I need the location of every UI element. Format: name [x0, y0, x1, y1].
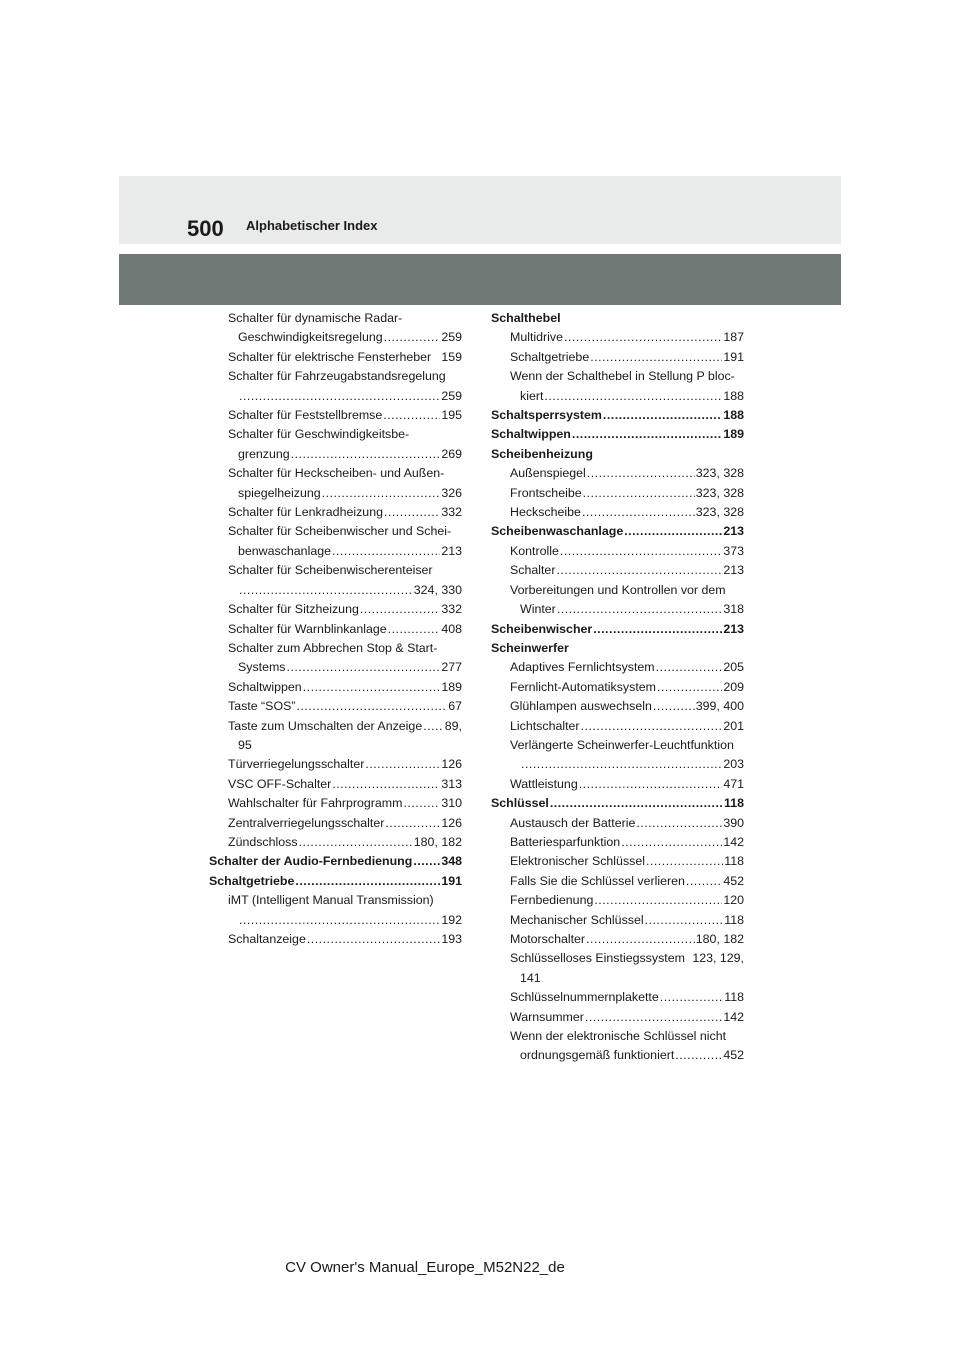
leader-dots	[656, 658, 723, 677]
index-entry-label: Taste zum Umschalten der Anzeige	[228, 718, 423, 733]
index-entry-row	[510, 717, 744, 736]
page-reference: 192	[441, 912, 462, 927]
index-entry-row	[510, 1046, 744, 1065]
leader-dots	[307, 930, 440, 949]
index-entry-row	[228, 484, 462, 503]
index-entry	[491, 639, 744, 658]
page-reference: 318	[723, 602, 744, 617]
index-entry	[491, 911, 744, 930]
index-entry	[209, 503, 462, 522]
page-reference: 310	[441, 796, 462, 811]
index-entry-row	[491, 522, 744, 541]
leader-dots	[550, 794, 723, 813]
page-reference: 180, 182	[695, 932, 744, 946]
leader-dots	[686, 872, 722, 891]
index-entry-label: Glühlampen auswechseln	[510, 699, 652, 714]
index-entry	[209, 464, 462, 503]
index-entry	[209, 814, 462, 833]
index-entry-row	[228, 406, 462, 425]
index-entry-label: Motorschalter	[510, 932, 586, 946]
index-entry	[491, 872, 744, 891]
page-reference: 471	[723, 776, 744, 791]
leader-dots	[560, 542, 722, 561]
index-entry-row	[491, 620, 744, 639]
index-entry-label: grenzung	[238, 446, 290, 461]
page-reference: 188	[723, 388, 744, 403]
index-heading: Scheinwerfer	[491, 640, 569, 655]
leader-dots	[388, 620, 441, 639]
index-entry-row	[510, 775, 744, 794]
index-entry	[491, 814, 744, 833]
page-reference: 213	[723, 524, 744, 539]
index-column-left	[209, 309, 462, 949]
index-entry-label: Schalter für elektrische Fensterheber	[228, 349, 432, 364]
index-entry	[209, 755, 462, 774]
index-entry	[491, 542, 744, 561]
leader-dots	[295, 872, 440, 891]
index-entry	[209, 367, 462, 406]
leader-dots	[603, 406, 722, 425]
index-entry-label: Schaltgetriebe	[209, 873, 295, 888]
page-reference: 189	[441, 679, 462, 694]
index-entry-label: Schalter für Lenkradheizung	[228, 505, 383, 520]
leader-dots	[544, 387, 722, 406]
index-entry-row	[510, 988, 744, 1007]
leader-dots	[556, 561, 722, 580]
index-entry	[209, 678, 462, 697]
page-reference: 277	[441, 660, 462, 675]
index-entry-row	[510, 464, 744, 483]
leader-dots	[291, 445, 441, 464]
leader-dots	[384, 503, 440, 522]
page-reference: 120	[723, 893, 744, 908]
index-entry-text: Schalter für Heckscheiben- und Außen-	[228, 466, 445, 481]
index-entry	[491, 1008, 744, 1027]
index-entry-row	[209, 872, 462, 891]
leader-dots	[590, 348, 722, 367]
index-entry-row	[228, 348, 462, 367]
index-entry-row	[510, 852, 744, 871]
index-entry-row	[228, 794, 462, 813]
page-reference: 390	[723, 815, 744, 830]
index-entry-row	[228, 678, 462, 697]
index-entry	[491, 930, 744, 949]
index-entry	[209, 775, 462, 794]
index-entry-label: Schlüsselloses Einstiegssystem	[510, 951, 685, 966]
index-entry-row	[510, 949, 744, 968]
page-reference: 313	[441, 776, 462, 791]
leader-dots	[299, 833, 413, 852]
leader-dots	[365, 755, 440, 774]
index-entry-row	[510, 387, 744, 406]
page-reference: 326	[441, 485, 462, 500]
page-reference: 67	[448, 699, 462, 714]
index-heading: Schalthebel	[491, 311, 561, 325]
index-entry	[491, 949, 744, 988]
leader-dots	[384, 328, 441, 347]
index-entry-text: Schalter für Scheibenwischer und Schei-	[228, 524, 452, 539]
index-entry	[491, 581, 744, 620]
index-entry	[491, 775, 744, 794]
page-reference: 323, 328	[695, 505, 744, 520]
index-entry-label: Schaltwippen	[228, 679, 302, 694]
index-entry-row	[228, 328, 462, 347]
page-reference: 89,	[444, 718, 462, 733]
index-entry	[491, 620, 744, 639]
index-entry	[491, 484, 744, 503]
index-entry	[209, 561, 462, 600]
leader-dots	[521, 755, 722, 774]
index-entry-text: Schalter für Geschwindigkeitsbe-	[228, 427, 410, 442]
index-entry	[491, 348, 744, 367]
index-entry	[491, 367, 744, 406]
index-entry	[209, 852, 462, 871]
footer	[0, 1259, 960, 1276]
index-entry-row	[510, 348, 744, 367]
index-entry-label: Fernlicht-Automatiksystem	[510, 679, 656, 694]
index-entry-text: Schalter für dynamische Radar-	[228, 311, 403, 325]
leader-dots	[332, 542, 440, 561]
index-entry-row	[228, 620, 462, 639]
index-entry-label: Schalter der Audio-Fernbedienung	[209, 854, 413, 869]
index-entry-label: Schaltsperrsystem	[491, 408, 602, 423]
index-entry-label: Geschwindigkeitsregelung	[238, 330, 383, 345]
index-entry	[209, 794, 462, 813]
index-entry-label: Heckscheibe	[510, 505, 581, 520]
index-entry-label: Zentralverriegelungsschalter	[228, 815, 385, 830]
page-reference: 452	[723, 1048, 744, 1063]
index-entry-row	[491, 406, 744, 425]
index-entry	[209, 872, 462, 891]
index-entry-label: Elektronischer Schlüssel	[510, 854, 645, 869]
index-entry-row	[510, 561, 744, 580]
index-entry-row	[510, 755, 744, 774]
page-reference: 399, 400	[695, 699, 744, 714]
index-entry	[209, 930, 462, 949]
page-reference: 269	[441, 446, 462, 461]
index-entry-row	[510, 891, 744, 910]
page-reference: 259	[441, 388, 462, 403]
page-reference: 323, 328	[695, 485, 744, 500]
leader-dots	[594, 891, 722, 910]
leader-dots	[557, 600, 723, 619]
index-column-right	[491, 309, 744, 1066]
index-entry-text: Schalter zum Abbrechen Stop & Start-	[228, 640, 438, 655]
leader-dots	[383, 406, 440, 425]
section-title: Alphabetischer Index	[246, 218, 378, 233]
leader-dots	[586, 930, 695, 949]
index-entry-row	[228, 755, 462, 774]
index-entry-label: Schalter	[510, 563, 556, 578]
page-reference: 118	[724, 796, 744, 811]
index-entry-text: Schalter für Scheibenwischerenteiser	[228, 563, 433, 578]
index-entry-row	[510, 658, 744, 677]
leader-dots	[303, 678, 441, 697]
leader-dots	[593, 620, 722, 639]
index-entry-label: Schaltanzeige	[228, 932, 306, 946]
index-entry-label: Scheibenwischer	[491, 621, 593, 636]
index-entry-text: Wenn der Schalthebel in Stellung P bloc-	[510, 369, 735, 384]
index-entry-row	[228, 833, 462, 852]
leader-dots	[621, 833, 722, 852]
index-entry-text: Schalter für Fahrzeugabstandsregelung	[228, 369, 446, 384]
index-entry-row	[510, 697, 744, 716]
leader-dots	[582, 503, 695, 522]
page-reference: 332	[441, 602, 462, 617]
page-reference: 323, 328	[695, 466, 744, 481]
page-reference: 213	[723, 563, 744, 578]
index-entry	[491, 794, 744, 813]
page-reference: 373	[723, 543, 744, 558]
page-reference: 195	[441, 408, 462, 423]
index-entry-row	[510, 911, 744, 930]
index-entry-label: Kontrolle	[510, 543, 559, 558]
page-reference: 126	[441, 815, 462, 830]
leader-dots	[645, 911, 724, 930]
page-number: 500	[187, 216, 224, 241]
index-entry-label: Schalter für Sitzheizung	[228, 602, 359, 617]
index-entry-row	[228, 600, 462, 619]
index-entry-label: Austausch der Batterie	[510, 815, 636, 830]
page-reference: 259	[441, 330, 462, 345]
index-entry-row	[510, 872, 744, 891]
leader-dots	[403, 794, 440, 813]
page-reference: 142	[723, 1009, 744, 1024]
index-entry	[491, 309, 744, 328]
footer-text: CV Owner's Manual_Europe_M52N22_de	[285, 1259, 565, 1276]
index-entry-row	[510, 1008, 744, 1027]
index-entry	[491, 891, 744, 910]
page-reference: 123, 129,	[692, 951, 744, 966]
page-reference: 408	[441, 621, 462, 636]
index-entry	[491, 988, 744, 1007]
index-entry	[209, 309, 462, 348]
leader-dots	[657, 678, 722, 697]
page-reference: 188	[723, 408, 744, 423]
page-reference: 203	[723, 757, 744, 772]
page-reference: 332	[441, 505, 462, 520]
index-entry-label: Schalter für Warnblinkanlage	[228, 621, 387, 636]
index-entry-row	[510, 814, 744, 833]
index-entry-label: Scheibenwaschanlage	[491, 524, 624, 539]
leader-dots	[581, 717, 723, 736]
page-reference-continued: 141	[520, 970, 541, 985]
index-entry-row	[228, 930, 462, 949]
leader-dots	[287, 658, 441, 677]
index-entry-label: Warnsummer	[510, 1009, 584, 1024]
page-reference: 142	[723, 834, 744, 849]
page-reference: 187	[723, 330, 744, 345]
index-entry	[491, 522, 744, 541]
leader-dots	[239, 911, 440, 930]
index-entry	[491, 697, 744, 716]
leader-dots	[587, 464, 695, 483]
index-entry-label: Adaptives Fernlichtsystem	[510, 660, 655, 675]
leader-dots	[572, 425, 722, 444]
index-entry	[491, 445, 744, 464]
page-reference: 159	[441, 349, 462, 364]
index-entry	[491, 852, 744, 871]
page-reference: 180, 182	[413, 834, 462, 849]
header-band	[119, 176, 841, 244]
index-entry-row	[510, 600, 744, 619]
index-entry-label: Frontscheibe	[510, 485, 582, 500]
index-entry-label: kiert	[520, 388, 544, 403]
leader-dots	[653, 697, 695, 716]
index-entry-row	[228, 387, 462, 406]
index-entry-row	[228, 911, 462, 930]
index-entry-label: Falls Sie die Schlüssel verlieren	[510, 873, 685, 888]
index-entry-row	[510, 542, 744, 561]
index-entry	[491, 717, 744, 736]
leader-dots	[360, 600, 440, 619]
index-entry-row	[228, 717, 462, 736]
index-entry	[491, 1027, 744, 1066]
leader-dots	[564, 328, 722, 347]
page-reference: 213	[441, 543, 462, 558]
page-reference: 118	[724, 912, 744, 927]
index-entry	[491, 425, 744, 444]
index-entry	[209, 717, 462, 756]
index-entry	[491, 464, 744, 483]
index-heading: Scheibenheizung	[491, 446, 593, 461]
page-reference: 191	[723, 349, 744, 364]
page-reference: 213	[723, 621, 744, 636]
index-entry-label: Außenspiegel	[510, 466, 586, 481]
index-entry-label: Lichtschalter	[510, 718, 580, 733]
page-reference: 191	[441, 873, 462, 888]
index-entry-row	[510, 930, 744, 949]
index-entry-text: iMT (Intelligent Manual Transmission)	[228, 893, 434, 908]
index-entry	[209, 348, 462, 367]
leader-dots	[385, 814, 440, 833]
index-entry-row	[491, 794, 744, 813]
leader-dots	[332, 775, 440, 794]
index-entry-label: Wahlschalter für Fahrprogramm	[228, 796, 403, 811]
leader-dots	[660, 988, 723, 1007]
index-entry-label: VSC OFF-Schalter	[228, 776, 332, 791]
section-bar	[119, 254, 841, 305]
index-entry-row	[510, 328, 744, 347]
index-entry-label: Multidrive	[510, 330, 564, 345]
page-reference-continued: 95	[238, 737, 252, 752]
index-entry-row	[491, 425, 744, 444]
page-reference: 205	[723, 660, 744, 675]
index-entry-label: Schlüssel	[491, 796, 549, 811]
index-entry-label: Wattleistung	[510, 776, 578, 791]
index-entry-label: Batteriesparfunktion	[510, 834, 621, 849]
index-entry-row	[510, 833, 744, 852]
index-entry-text: Wenn der elektronische Schlüssel nicht	[510, 1029, 727, 1044]
page-reference: 324, 330	[413, 582, 462, 597]
index-entry	[209, 833, 462, 852]
index-entry	[491, 678, 744, 697]
index-entry	[209, 600, 462, 619]
index-entry-label: Schaltwippen	[491, 427, 571, 442]
leader-dots	[646, 852, 723, 871]
page-reference: 118	[724, 990, 744, 1005]
index-entry-label: Systems	[238, 660, 286, 675]
index-entry	[491, 328, 744, 347]
index-entry-label: Schalter für Feststellbremse	[228, 408, 383, 423]
index-entry-label: Mechanischer Schlüssel	[510, 912, 644, 927]
index-entry-text: Verlängerte Scheinwerfer-Leuchtfunktion	[510, 737, 734, 752]
index-entry	[491, 406, 744, 425]
index-entry-row	[510, 503, 744, 522]
index-entry-label: Schlüsselnummernplakette	[510, 990, 659, 1005]
index-entry	[209, 425, 462, 464]
index-entry	[491, 503, 744, 522]
leader-dots	[296, 697, 447, 716]
index-entry	[209, 891, 462, 930]
index-entry	[209, 522, 462, 561]
page-reference: 193	[441, 932, 462, 946]
leader-dots	[423, 717, 444, 736]
index-entry-row	[228, 814, 462, 833]
page-reference: 452	[723, 873, 744, 888]
leader-dots	[239, 581, 413, 600]
index-entry-label: Schaltgetriebe	[510, 349, 590, 364]
index-entry	[491, 833, 744, 852]
index-entry-label: Fernbedienung	[510, 893, 594, 908]
index-entry	[209, 620, 462, 639]
index-entry-row	[228, 445, 462, 464]
index-entry-label: Taste “SOS”	[228, 699, 296, 714]
page-reference: 201	[723, 718, 744, 733]
leader-dots	[322, 484, 441, 503]
index-entry-row	[228, 503, 462, 522]
index-entry-label: benwaschanlage	[238, 543, 332, 558]
index-entry	[491, 561, 744, 580]
page-reference: 189	[723, 427, 744, 442]
page-reference: 209	[723, 679, 744, 694]
index-entry	[209, 639, 462, 678]
index-entry	[491, 658, 744, 677]
index-entry-label: Winter	[520, 602, 556, 617]
index-entry-row	[209, 852, 462, 871]
leader-dots	[636, 814, 722, 833]
index-entry-label: Zündschloss	[228, 834, 298, 849]
leader-dots	[624, 522, 722, 541]
leader-dots	[585, 1008, 722, 1027]
index-entry-row	[510, 678, 744, 697]
page-reference: 348	[441, 854, 462, 869]
leader-dots	[239, 387, 440, 406]
index-entry-row	[510, 484, 744, 503]
index-entry-text: Vorbereitungen und Kontrollen vor dem	[510, 582, 726, 597]
index-entry-label: Türverriegelungsschalter	[228, 757, 365, 772]
index-entry-row	[228, 697, 462, 716]
page-reference: 118	[724, 854, 744, 869]
leader-dots	[583, 484, 695, 503]
index-entry-label: ordnungsgemäß funktioniert	[520, 1048, 675, 1063]
leader-dots	[675, 1046, 722, 1065]
page-reference: 126	[441, 757, 462, 772]
index-entry	[491, 736, 744, 775]
index-entry	[209, 697, 462, 716]
leader-dots	[413, 852, 440, 871]
index-entry	[209, 406, 462, 425]
leader-dots	[579, 775, 723, 794]
index-entry-row	[228, 581, 462, 600]
index-entry-row	[228, 542, 462, 561]
index-entry-row	[228, 775, 462, 794]
index-entry-label: spiegelheizung	[238, 485, 321, 500]
index-entry-row	[228, 658, 462, 677]
